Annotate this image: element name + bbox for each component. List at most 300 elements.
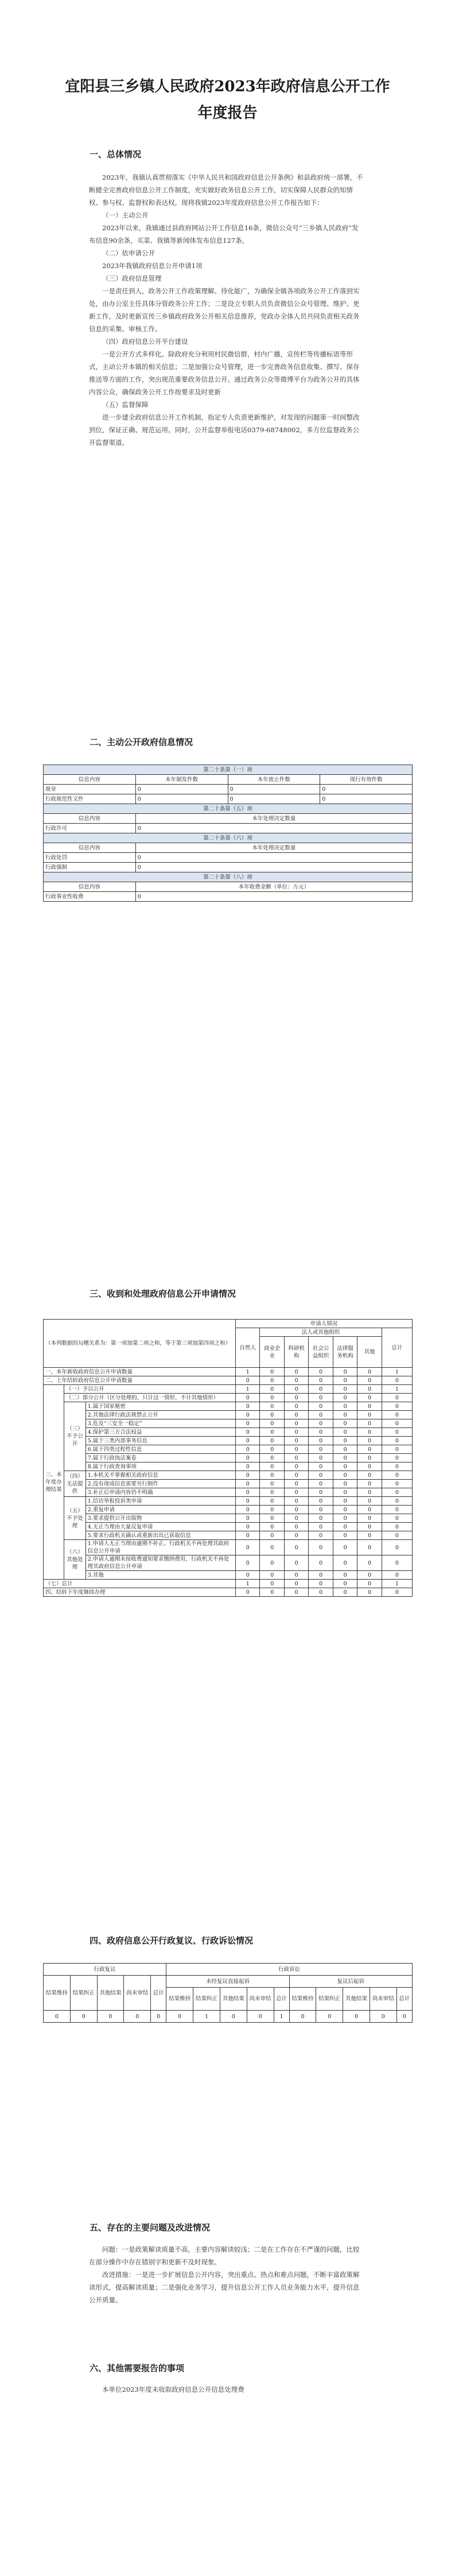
table-cell: 0 <box>284 1428 308 1437</box>
column-header: 信息内容 <box>44 775 136 785</box>
table-cell: 0 <box>357 1555 382 1571</box>
table-cell: 0 <box>309 1471 333 1480</box>
table-cell: 0 <box>260 1419 284 1428</box>
table-cell: 0 <box>309 1445 333 1454</box>
table-cell: 0 <box>309 1488 333 1497</box>
table-cell: 0 <box>260 1540 284 1555</box>
column-header: 尚未审结 <box>370 1988 397 2011</box>
applicant-header: 申请人情况 <box>236 1320 413 1328</box>
table-cell: 0 <box>357 1428 382 1437</box>
table-row <box>44 824 413 833</box>
table-cell: 0 <box>357 1497 382 1506</box>
table-cell: 0 <box>357 1411 382 1419</box>
table-band: 第二十条第（一）项 <box>44 765 413 775</box>
not-first-review-header: 未经复议直接起诉 <box>166 1976 289 1988</box>
table-cell: 行政事业性收费 <box>44 892 136 902</box>
table-cell: 0 <box>260 1580 284 1588</box>
table-cell: 0 <box>333 1571 357 1580</box>
table-cell: 0 <box>357 1419 382 1428</box>
section1-body <box>89 171 363 449</box>
table-cell: 0 <box>382 1523 412 1531</box>
table-cell: 0 <box>260 1555 284 1571</box>
section3-heading: 三、收到和处理政府信息公开申请情况 <box>90 1289 236 1299</box>
table-cell: 0 <box>236 1555 260 1571</box>
table-cell: 0 <box>333 1385 357 1394</box>
table-cell: 0 <box>260 1571 284 1580</box>
table-row <box>44 1514 413 1523</box>
table-row <box>44 1445 413 1454</box>
column-header: 本年废止件数 <box>228 775 320 785</box>
table-cell: 0 <box>382 1571 412 1580</box>
table-cell: 0 <box>236 1376 260 1385</box>
table-cell: 0 <box>333 1462 357 1471</box>
table-cell: 行政规范性文件 <box>44 794 136 804</box>
row-label: 2.没有现成信息需要另行制作 <box>85 1480 235 1488</box>
column-header: 社会公益组织 <box>309 1337 333 1368</box>
table-cell: 0 <box>357 1471 382 1480</box>
table-cell: 0 <box>333 1497 357 1506</box>
table-cell: 0 <box>309 1506 333 1514</box>
column-header: 本年处理决定数量 <box>135 843 412 853</box>
table-cell: 0 <box>289 2011 316 2023</box>
table-cell: 0 <box>309 1540 333 1555</box>
column-header: 结果维持 <box>44 1976 71 2011</box>
table-cell: 0 <box>357 1514 382 1523</box>
s1-p2: 2023年以来，我镇通过县政府网站公开工作信息16条，微信公众号“三乡镇人民政府”发布信息90余条，买菜、我镇等新闻体发布信息127条。 <box>89 224 359 245</box>
column-header: 尚未审结 <box>124 1976 151 2011</box>
s1-p10: 进一步建全政府信息公开工作机制，指定专人负责更新维护，对发现的问题第一时间整改到位，保证正确、规范运用。同时，公开监督举报电话0379-68748002，多方位监督政务公开监督渠道。 <box>89 413 360 447</box>
table-cell: 0 <box>382 1462 412 1471</box>
table-row <box>44 1488 413 1497</box>
table-cell: 0 <box>284 1506 308 1514</box>
row-label: 1.申请人无正当理由逾期不补正、行政机关不再处理其政府信息公开申请 <box>85 1540 235 1555</box>
table-row <box>44 785 413 794</box>
table-cell: 1 <box>382 1385 412 1394</box>
column-header: 总计 <box>274 1988 289 2011</box>
row-label: 5.要求行政机关确认或重新出具已获取信息 <box>85 1531 235 1540</box>
table-cell: 0 <box>260 1445 284 1454</box>
table-cell: 0 <box>236 1514 260 1523</box>
table-cell: 0 <box>309 1588 333 1597</box>
table-cell: 0 <box>260 1402 284 1411</box>
column-header: 其他 <box>357 1337 382 1368</box>
table-cell: 0 <box>220 2011 247 2023</box>
row-label: （七）总计 <box>44 1580 236 1588</box>
column-header: 结果维持 <box>166 1988 193 2011</box>
table-cell: 0 <box>382 1402 412 1411</box>
table-cell: 0 <box>260 1428 284 1437</box>
table-row <box>44 1437 413 1445</box>
table-cell: 0 <box>357 1588 382 1597</box>
table-cell: 0 <box>357 1571 382 1580</box>
table-cell: 0 <box>333 1376 357 1385</box>
table-cell: 0 <box>135 863 412 872</box>
table-cell: 0 <box>357 1488 382 1497</box>
table-row <box>44 853 413 863</box>
table-cell: 0 <box>236 1531 260 1540</box>
table-cell: 0 <box>284 1555 308 1571</box>
table-cell: 0 <box>333 1523 357 1531</box>
table-cell: 0 <box>382 1428 412 1437</box>
sub-group-label: （六）其他处理 <box>64 1540 86 1580</box>
table-cell: 0 <box>97 2011 124 2023</box>
table-cell: 0 <box>284 1588 308 1597</box>
table-cell: 0 <box>124 2011 151 2023</box>
table-row <box>44 1523 413 1531</box>
table-cell: 0 <box>236 1462 260 1471</box>
table-cell: 1 <box>274 2011 289 2023</box>
table-cell: 0 <box>333 1471 357 1480</box>
table-row <box>44 1471 413 1480</box>
table-cell: 0 <box>236 1497 260 1506</box>
table-cell: 0 <box>236 1480 260 1488</box>
table-cell: 0 <box>309 1454 333 1462</box>
table-cell: 0 <box>357 1531 382 1540</box>
table-row <box>44 1531 413 1540</box>
table-cell: 0 <box>236 1428 260 1437</box>
table-cell: 0 <box>333 1588 357 1597</box>
table-row <box>44 2011 413 2023</box>
table-cell: 0 <box>236 1394 260 1402</box>
table-cell: 0 <box>382 1454 412 1462</box>
row-label: 1.本机关不掌握相关政府信息 <box>85 1471 235 1480</box>
table-row <box>44 1462 413 1471</box>
s1-p4: 2023年我镇政府信息公开申请1项 <box>102 262 203 270</box>
corner-note: （本列数据的勾稽关系为：第一项加第二项之和，等于第三项加第四项之和） <box>44 1320 236 1368</box>
row-label: 一、本年新收政府信息公开申请数量 <box>44 1368 236 1376</box>
table-cell: 0 <box>284 1402 308 1411</box>
table-cell: 0 <box>135 794 228 804</box>
column-header: 商业企业 <box>260 1337 284 1368</box>
table-row <box>44 1571 413 1580</box>
table-cell: 0 <box>151 2011 166 2023</box>
table-cell: 0 <box>284 1480 308 1488</box>
table-cell: 0 <box>382 1588 412 1597</box>
table-cell: 0 <box>396 2011 412 2023</box>
table-cell: 0 <box>228 794 320 804</box>
column-header: 结果维持 <box>289 1988 316 2011</box>
table-cell: 1 <box>193 2011 220 2023</box>
table-cell: 0 <box>382 1437 412 1445</box>
table-cell: 0 <box>284 1531 308 1540</box>
section5-body <box>89 2243 363 2306</box>
row-label: 7.属于行政执法案卷 <box>85 1454 235 1462</box>
table-row <box>44 1580 413 1588</box>
table-cell: 0 <box>333 1580 357 1588</box>
table-cell: 0 <box>260 1394 284 1402</box>
table-cell: 0 <box>382 1376 412 1385</box>
s1-p1: （一）主动公开 <box>102 211 149 219</box>
report-title-line2: 年度报告 <box>197 104 258 122</box>
table-cell: 0 <box>236 1402 260 1411</box>
table-cell: 0 <box>357 1376 382 1385</box>
row-label: 二、上年结转政府信息公开申请数量 <box>44 1376 236 1385</box>
table-cell: 0 <box>135 853 412 863</box>
table-cell: 0 <box>284 1540 308 1555</box>
table-cell: 0 <box>333 1555 357 1571</box>
row-label: 四、结转下年度继续办理 <box>44 1588 236 1597</box>
table-cell: 1 <box>382 1368 412 1376</box>
table-row <box>44 1402 413 1411</box>
table-cell: 0 <box>309 1419 333 1428</box>
table-cell: 0 <box>382 1506 412 1514</box>
table-band: 第二十条第（八）项 <box>44 872 413 882</box>
table-cell: 0 <box>309 1580 333 1588</box>
table-row <box>44 1555 413 1571</box>
row-label: （二）部分公开（区分处理的，只计这一情形，不计其他情形） <box>64 1394 236 1402</box>
table-cell: 1 <box>236 1580 260 1588</box>
table-cell: 0 <box>135 892 412 902</box>
review-header: 行政复议 <box>44 1964 166 1976</box>
table-cell: 0 <box>309 1555 333 1571</box>
sub-group-label: （三）不予公开 <box>64 1402 86 1471</box>
table-cell: 0 <box>370 2011 397 2023</box>
table-row <box>44 1540 413 1555</box>
table-cell: 0 <box>135 824 412 833</box>
table-cell: 0 <box>228 785 320 794</box>
table-cell: 行政强制 <box>44 863 136 872</box>
column-header: 信息内容 <box>44 843 136 853</box>
table-cell: 0 <box>260 1411 284 1419</box>
section2-heading: 二、主动公开政府信息情况 <box>90 737 193 747</box>
row-label: 3.危及“三安全一稳定” <box>85 1419 235 1428</box>
report-title-line1: 宜阳县三乡镇人民政府2023年政府信息公开工作 <box>65 78 390 95</box>
table-cell: 0 <box>236 1571 260 1580</box>
application-table <box>43 1319 413 1597</box>
table-cell: 0 <box>135 785 228 794</box>
table-cell: 0 <box>333 1368 357 1376</box>
table-row <box>44 794 413 804</box>
table-cell: 行政处罚 <box>44 853 136 863</box>
table-cell: 0 <box>357 1402 382 1411</box>
table-row <box>44 1506 413 1514</box>
table-cell: 0 <box>236 1419 260 1428</box>
table-cell: 0 <box>260 1523 284 1531</box>
table-cell: 0 <box>382 1531 412 1540</box>
table-cell: 0 <box>284 1376 308 1385</box>
table-cell: 0 <box>284 1411 308 1419</box>
table-cell: 0 <box>236 1488 260 1497</box>
s5-p1: 改进措施：一是进一步扩展信息公开内容，突出重点、热点和难点问题，不断丰富政策解读形式，提高解读质量；二是强化业务学习，提升信息公开工作人员业务能力水平，提升信息公开质量。 <box>89 2271 360 2304</box>
sub-group-label: （四）无法提供 <box>64 1471 86 1497</box>
table-cell: 0 <box>236 1588 260 1597</box>
row-label: （一）予以公开 <box>64 1385 236 1394</box>
column-header: 总计 <box>396 1988 412 2011</box>
column-header: 尚未审结 <box>247 1988 274 2011</box>
table-cell: 0 <box>309 1385 333 1394</box>
table-cell: 0 <box>284 1437 308 1445</box>
table-cell: 0 <box>260 1531 284 1540</box>
row-label: 6.属于四类过程性信息 <box>85 1445 235 1454</box>
column-header: 科研机构 <box>284 1337 308 1368</box>
table-cell: 0 <box>309 1402 333 1411</box>
active-disclosure-table <box>43 765 413 902</box>
table-cell: 0 <box>357 1385 382 1394</box>
section5-heading: 五、存在的主要问题及改进情况 <box>90 2222 211 2233</box>
s1-p9: （五）监督保障 <box>102 401 149 409</box>
table-cell: 0 <box>320 785 413 794</box>
section4-heading: 四、政府信息公开行政复议、行政诉讼情况 <box>90 1935 254 1946</box>
row-label: 1.属于国家秘密 <box>85 1402 235 1411</box>
table-row <box>44 892 413 902</box>
table-cell: 0 <box>309 1571 333 1580</box>
table-cell: 0 <box>357 1462 382 1471</box>
table-cell: 0 <box>333 1394 357 1402</box>
table-row <box>44 1419 413 1428</box>
table-cell: 0 <box>309 1437 333 1445</box>
s1-p5: （三）政府信息管理 <box>102 274 162 282</box>
s1-p7: （四）政府信息公开平台建设 <box>102 337 188 346</box>
first-review-header: 复议后起诉 <box>289 1976 412 1988</box>
s1-p8: 一是公开方式多样化。除政府充分利用村民微信群，村内广播，宣传栏等传播标语等形式，主动公开本镇的相关信息；二是加强公众号管理，进一步完善政务信息收集、撰写、保存推送等方面的工作，突出规范重要政务信息公开。通过政务公众等微博平台为政务公开的具体内容公众，确保政务公开工作按要求及时更新 <box>89 350 360 396</box>
table-cell: 0 <box>284 1471 308 1480</box>
table-cell: 0 <box>357 1437 382 1445</box>
table-cell: 0 <box>236 1411 260 1419</box>
table-cell: 0 <box>309 1497 333 1506</box>
table-cell: 0 <box>333 1411 357 1419</box>
table-cell: 0 <box>333 1437 357 1445</box>
row-label: 2.申请人逾期未按收费通知要求缴纳费用、行政机关不再处理其政府信息公开申请 <box>85 1555 235 1571</box>
table-cell: 0 <box>357 1445 382 1454</box>
row-label: 1.信访举报投诉类申请 <box>85 1497 235 1506</box>
column-header: 结果纠正 <box>70 1976 97 2011</box>
row-label: 2.重复申请 <box>85 1506 235 1514</box>
table-cell: 0 <box>284 1580 308 1588</box>
table-cell: 1 <box>382 1580 412 1588</box>
column-header: 本年制发件数 <box>135 775 228 785</box>
table-cell: 0 <box>260 1376 284 1385</box>
result-group-label: 三、本年度办理结果 <box>44 1385 64 1580</box>
table-cell: 0 <box>284 1462 308 1471</box>
table-row <box>44 1497 413 1506</box>
s1-p0: 2023年，我镇认真贯彻落实《中华人民共和国政府信息公开条例》和县政府统一部署，不断健全完善政府信息公开工作制度，充实做好政务信息公开工作，切实保障人民群众的知情权、参与权、监督权和表达权。现将我镇2023年度政府信息公开工作报告如下： <box>89 173 363 207</box>
table-cell: 0 <box>166 2011 193 2023</box>
table-cell: 0 <box>309 1394 333 1402</box>
table-cell: 0 <box>333 1402 357 1411</box>
table-cell: 0 <box>382 1540 412 1555</box>
table-cell: 0 <box>333 1454 357 1462</box>
table-cell: 行政许可 <box>44 824 136 833</box>
column-header: 结果纠正 <box>193 1988 220 2011</box>
table-cell: 0 <box>382 1394 412 1402</box>
report-title <box>34 73 421 126</box>
table-cell: 0 <box>284 1523 308 1531</box>
table-cell: 0 <box>382 1555 412 1571</box>
table-cell: 0 <box>284 1571 308 1580</box>
table-cell: 0 <box>284 1454 308 1462</box>
sub-group-label: （五）不予处理 <box>64 1497 86 1540</box>
table-row <box>44 1385 413 1394</box>
table-cell: 0 <box>284 1497 308 1506</box>
table-row <box>44 863 413 872</box>
table-cell: 0 <box>333 1419 357 1428</box>
table-cell: 0 <box>260 1437 284 1445</box>
table-cell: 0 <box>284 1419 308 1428</box>
table-cell: 0 <box>309 1428 333 1437</box>
table-cell: 0 <box>309 1462 333 1471</box>
table-cell: 0 <box>382 1514 412 1523</box>
table-cell: 0 <box>309 1514 333 1523</box>
table-cell: 规章 <box>44 785 136 794</box>
table-band: 第二十条第（五）项 <box>44 804 413 814</box>
litigation-header: 行政诉讼 <box>166 1964 413 1976</box>
table-cell: 0 <box>309 1411 333 1419</box>
table-row <box>44 1454 413 1462</box>
table-row <box>44 1411 413 1419</box>
s6-p0: 本单位2023年度未收取政府信息公开信息处理费 <box>102 2385 244 2393</box>
column-header: 本年处理决定数量 <box>135 814 412 824</box>
table-cell: 0 <box>357 1540 382 1555</box>
table-row <box>44 1428 413 1437</box>
table-cell: 0 <box>260 1497 284 1506</box>
table-cell: 0 <box>236 1454 260 1462</box>
table-cell: 0 <box>333 1506 357 1514</box>
table-cell: 0 <box>284 1368 308 1376</box>
total-header: 总计 <box>382 1328 412 1368</box>
table-cell: 0 <box>260 1385 284 1394</box>
section1-heading: 一、总体情况 <box>90 149 142 160</box>
table-cell: 0 <box>260 1462 284 1471</box>
table-cell: 0 <box>44 2011 71 2023</box>
table-cell: 0 <box>382 1445 412 1454</box>
table-cell: 0 <box>382 1497 412 1506</box>
row-label: 8.属于行政查询事项 <box>85 1462 235 1471</box>
table-cell: 0 <box>309 1523 333 1531</box>
column-header: 本年收费金额（单位：万元） <box>135 882 412 892</box>
column-header: 信息内容 <box>44 814 136 824</box>
table-cell: 0 <box>236 1506 260 1514</box>
table-cell: 0 <box>284 1514 308 1523</box>
table-cell: 0 <box>284 1394 308 1402</box>
table-cell: 0 <box>260 1506 284 1514</box>
column-header: 其他结果 <box>220 1988 247 2011</box>
natural-person-header: 自然人 <box>236 1328 260 1368</box>
table-row <box>44 1368 413 1376</box>
table-cell: 0 <box>343 2011 370 2023</box>
section6-heading: 六、其他需要报告的事项 <box>90 2363 185 2373</box>
section6-body <box>89 2383 363 2396</box>
table-cell: 0 <box>333 1480 357 1488</box>
table-cell: 0 <box>247 2011 274 2023</box>
table-cell: 0 <box>357 1454 382 1462</box>
table-cell: 0 <box>333 1445 357 1454</box>
table-cell: 0 <box>260 1514 284 1523</box>
table-cell: 0 <box>236 1471 260 1480</box>
table-row <box>44 1394 413 1402</box>
table-row <box>44 1588 413 1597</box>
row-label: 3.补正后申请内容仍不明确 <box>85 1488 235 1497</box>
table-cell: 0 <box>382 1488 412 1497</box>
table-cell: 0 <box>260 1454 284 1462</box>
table-cell: 0 <box>284 1445 308 1454</box>
table-cell: 0 <box>357 1580 382 1588</box>
column-header: 结果纠正 <box>316 1988 343 2011</box>
table-cell: 0 <box>260 1588 284 1597</box>
table-cell: 0 <box>333 1531 357 1540</box>
column-header: 现行有效件数 <box>320 775 413 785</box>
table-cell: 0 <box>316 2011 343 2023</box>
table-cell: 0 <box>309 1376 333 1385</box>
row-label: 4.无正当理由大量反复申请 <box>85 1523 235 1531</box>
column-header: 其他结果 <box>97 1976 124 2011</box>
table-row <box>44 1480 413 1488</box>
table-cell: 0 <box>357 1523 382 1531</box>
table-row <box>44 1376 413 1385</box>
s1-p6: 一是责任到人，政务公开工作政策理解、待化能广，为确保全镇各项政务公开工作落到实处，由办公室主任具体分管政务公开工作；二是设立专职人员负责微信公众号管理、维护、更新工作，及时更新宣传三乡镇政府政务公开相关信息推荐，党政办全体人员共同负责相关政务信息的采集、审核工作。 <box>89 287 360 333</box>
table-cell: 0 <box>382 1419 412 1428</box>
table-band: 第二十条第（六）项 <box>44 833 413 843</box>
table-cell: 0 <box>260 1488 284 1497</box>
